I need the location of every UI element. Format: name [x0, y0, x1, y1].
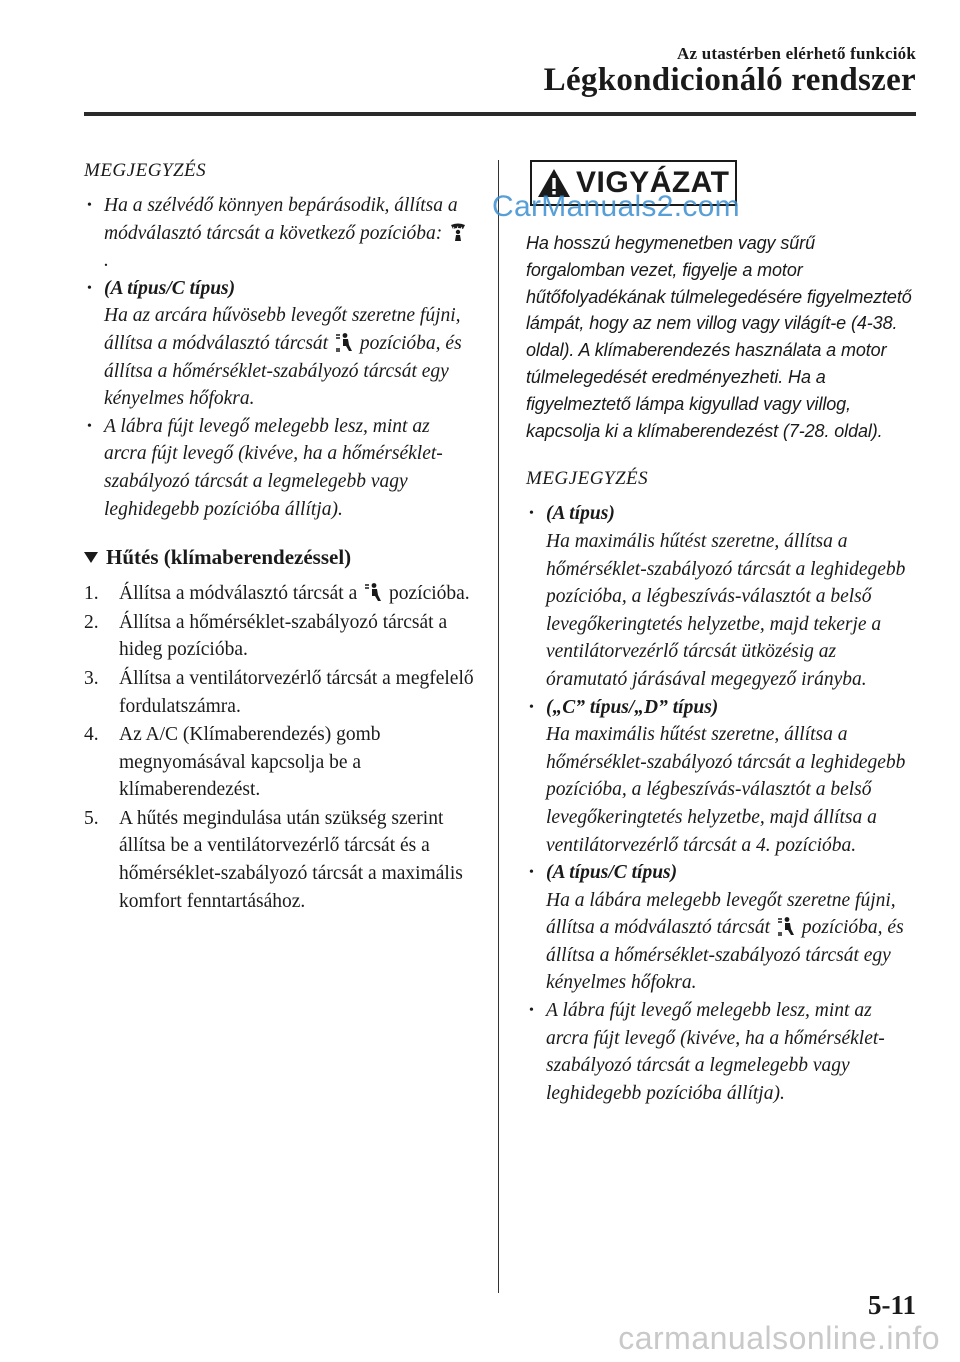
step-number: 4. — [84, 724, 99, 746]
step-text: Állítsa a ventilátorvezérlő tárcsát a megfelelő fordulatszámra. — [119, 667, 474, 717]
step-text: A hűtés megindulása után szükség szerint állítsa be a ventilátorvezérlő tárcsát és a hőmérséklet-szabályozó tárcsát a maximális komfort fenntartásához. — [119, 807, 463, 912]
face-feet-mode-icon — [777, 916, 795, 936]
note-text: A lábra fújt levegő melegebb lesz, mint az arcra fújt levegő (kivéve, ha a hőmérséklet- szabályozó tárcsát a legmelegebb vagy leghidegebb pozícióba állítja). — [546, 1000, 885, 1104]
step-text: Az A/C (Klímaberendezés) gomb megnyomásával kapcsolja be a klímaberendezést. — [119, 724, 381, 801]
bullet-dot: • — [87, 280, 92, 296]
step-item — [84, 609, 474, 664]
caution-text: Ha hosszú hegymenetben vagy sűrű forgalomban vezet, figyelje a motor hűtőfolyadékának túlmelegedésére figyelmeztető lámpát, hogy az nem villog vagy világít-e (4-38. oldal). A klímaberendezés használata a motor túlmelegedését eredményezheti. Ha a figyelmeztető lámpa kigyullad vagy villog, kapcsolja ki a klímaberendezést (7-28. oldal). — [526, 233, 912, 441]
watermark-text: CarManuals2.com — [492, 190, 740, 223]
bullet-dot: • — [529, 865, 534, 881]
note-text: Ha maximális hűtést szeretne, állítsa a hőmérséklet-szabályozó tárcsát a leghidegebb pozícióba, a légbeszívás-választót a belső levegőkeringtetés helyzetbe, majd tekerje a ventilátorvezérlő tárcsát ütközésig az óramutató járásával megegyező irányba. — [546, 530, 906, 690]
bullet-dot: • — [87, 198, 92, 213]
page-number: 5-11 — [867, 1290, 916, 1320]
face-feet-mode-icon — [335, 332, 353, 352]
face-mode-icon — [364, 582, 382, 602]
note-text: A lábra fújt levegő melegebb lesz, mint az arcra fújt levegő (kivéve, ha a hőmérséklet-szabályozó tárcsát a legmelegebb vagy leghidegebb pozícióba állítja). — [104, 415, 443, 520]
section-heading-text: Hűtés (klímaberendezéssel) — [106, 545, 352, 570]
right-note — [526, 468, 916, 1107]
note-head: (A típus/C típus) — [546, 862, 678, 884]
step-number: 3. — [84, 667, 99, 689]
note-text: Ha maximális hűtést szeretne, állítsa a hőmérséklet-szabályozó tárcsát a leghidegebb pozícióba, a légbeszívás-választót a belső levegőkeringtetés helyzetbe, majd állítsa a ventilátorvezérlő tárcsát a 4. pozícióba. — [546, 724, 906, 856]
left-column — [84, 160, 474, 916]
step-tail: pozícióba. — [389, 583, 470, 605]
caution-label-text: VIGYÁZAT — [576, 166, 730, 199]
step-item — [84, 721, 474, 804]
bullet-dot: • — [87, 418, 92, 434]
running-header-section: Az utastérben elérhető funkciók — [677, 44, 916, 63]
list-item — [526, 500, 916, 693]
note-list — [526, 500, 916, 1107]
step-text: Állítsa a hőmérséklet-szabályozó tárcsát a hideg pozícióba. — [119, 611, 448, 661]
section-heading — [84, 545, 474, 570]
step-number: 1. — [84, 583, 99, 605]
list-item — [526, 694, 916, 860]
step-number: 5. — [84, 807, 99, 829]
bullet-dot: • — [529, 1003, 534, 1019]
running-header-title: Légkondicionáló rendszer — [543, 62, 916, 98]
note-head: („C” típus/„D” típus) — [546, 696, 719, 718]
footer-watermark[interactable]: carmanualsonline.info — [618, 1320, 940, 1356]
list-item — [526, 859, 916, 997]
step-item — [84, 665, 474, 720]
steps-list — [84, 580, 474, 915]
right-column — [526, 160, 916, 1107]
list-item — [84, 275, 474, 413]
note-title: MEGJEGYZÉS — [84, 160, 207, 181]
note-tail: pozícióba, és állítsa a hőmérséklet-szabályozó tárcsát egy kényelmes hőfokra. — [546, 917, 904, 994]
list-item — [526, 997, 916, 1107]
list-item — [84, 413, 474, 523]
column-divider — [498, 160, 499, 1293]
step-item — [84, 805, 474, 915]
note-head: (A típus) — [546, 503, 615, 525]
note-text: Ha a szélvédő könnyen bepárásodik, állítsa a módválasztó tárcsát a következő pozícióba: — [104, 195, 458, 244]
step-number: 2. — [84, 611, 99, 633]
note-text: Ha az arcára hűvösebb levegőt szeretne fújni, állítsa a módválasztó tárcsát — [104, 305, 461, 354]
note-tail: pozícióba, és állítsa a hőmérséklet-szabályozó tárcsát egy kényelmes hőfokra. — [104, 332, 462, 410]
defrost-mode-icon — [449, 222, 467, 242]
triangle-marker-icon — [84, 552, 98, 563]
note-head: (A típus/C típus) — [104, 277, 236, 299]
note-text: Ha a lábára melegebb levegőt szeretne fújni, állítsa a módválasztó tárcsát — [546, 889, 896, 939]
bullet-dot: • — [529, 699, 534, 715]
note-list — [84, 192, 474, 523]
list-item — [84, 192, 474, 275]
note-tail: . — [104, 250, 109, 272]
header-rule — [84, 112, 916, 116]
note-title: MEGJEGYZÉS — [526, 468, 649, 490]
bullet-dot: • — [529, 506, 534, 522]
step-text: Állítsa a módválasztó tárcsát a — [119, 583, 358, 605]
step-item — [84, 580, 474, 608]
